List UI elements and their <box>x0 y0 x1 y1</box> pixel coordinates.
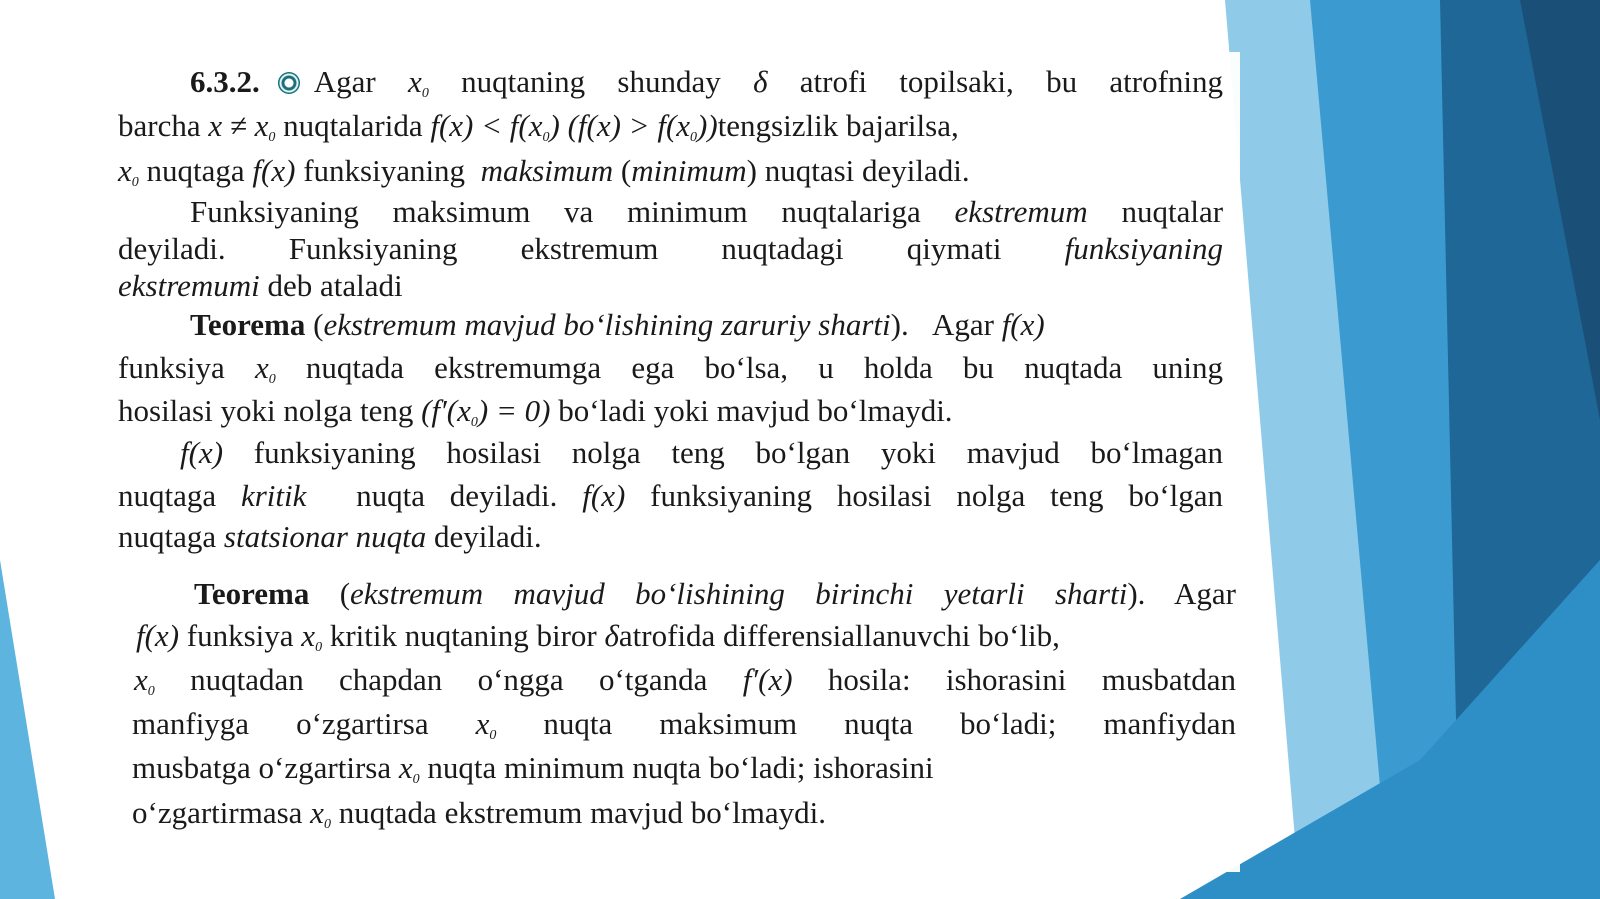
theorem2-line-2: f(x) funksiya $x_0$ kritik nuqtaning biror δatrofida differensiallanuvchi bo‘lib, <box>136 618 1060 655</box>
math-x0: $x_0$ <box>408 64 429 101</box>
math-x0: $x_0$ <box>254 350 276 387</box>
critical-line-3: nuqtaga statsionar nuqta deyiladi. <box>118 519 542 554</box>
theorem1-title: Teorema <box>190 307 306 342</box>
theorem2-line-5: musbatga o‘zgartirsa $x_0$ nuqta minimum nuqta bo‘ladi; ishorasini <box>132 750 934 787</box>
critical-line-1: f(x) funksiyaning hosilasi nolga teng bo‘lgan yoki mavjud bo‘lmagan <box>180 435 1224 470</box>
math-x0: $x_0$ <box>301 618 323 655</box>
theorem1-line-2: funksiya $x_0$ nuqtada ekstremumga ega bo‘lsa, u holda bu nuqtada uning <box>118 350 1224 387</box>
math-x0: $x_0$ <box>310 795 331 832</box>
extremum-line-1: Funksiyaning maksimum va minimum nuqtalariga ekstremum nuqtalar <box>190 194 1224 229</box>
definition-number: 6.3.2. <box>190 64 260 99</box>
theorem2-line-3: $x_0$ nuqtadan chapdan o‘ngga o‘tganda f′(x) hosila: ishorasini musbatdan <box>134 662 1237 699</box>
math-x0: $x_0$ <box>118 153 139 190</box>
target-bullet-icon <box>278 72 300 94</box>
math-x0: $x_0$ <box>475 706 497 743</box>
extremum-line-3: ekstremumi deb ataladi <box>118 268 403 303</box>
math-derivative-zero: $(f'(x_0) = 0)$ <box>421 393 551 430</box>
math-x0: $x_0$ <box>398 750 420 787</box>
math-fx: f(x) <box>252 153 296 188</box>
math-f-prime-x: f′(x) <box>742 662 793 697</box>
math-fx: f(x) <box>582 478 626 513</box>
theorem2-line-4: manfiyga o‘zgartirsa $x_0$ nuqta maksimum nuqta bo‘ladi; manfiydan <box>132 706 1236 743</box>
slide-text <box>118 56 1240 846</box>
definition-line-2: barcha $x \ne x_0$ nuqtalarida $f(x) < f(x_0) (f(x)$ > $f(x_0))tengsizlik$ bajarilsa, <box>118 108 959 145</box>
math-delta: δ <box>604 618 619 653</box>
math-fx: f(x) <box>1001 307 1045 342</box>
left-deco-bottom <box>0 560 55 899</box>
math-inequality: $f(x) < f(x_0) (f(x) > f(x_0))$ <box>430 108 718 145</box>
theorem2-line-6: o‘zgartirmasa $x_0$ nuqtada ekstremum mavjud bo‘lmaydi. <box>132 795 826 832</box>
extremum-line-2: deyiladi. Funksiyaning ekstremum nuqtadagi qiymati funksiyaning <box>118 231 1223 266</box>
math-x0: $x_0$ <box>134 662 155 699</box>
critical-line-2: nuqtaga kritik nuqta deyiladi. f(x) funksiyaning hosilasi nolga teng bo‘lgan <box>118 478 1224 513</box>
theorem1-line-1: Teorema (ekstremum mavjud bo‘lishining zaruriy sharti). Agar f(x) <box>190 307 1045 342</box>
math-delta: δ <box>753 64 768 99</box>
theorem1-line-3: hosilasi yoki nolga teng $(f'(x_0) = 0)$ bo‘ladi yoki mavjud bo‘lmaydi. <box>118 393 953 430</box>
math-x-neq-x0: $x \ne x_0$ <box>208 108 276 145</box>
math-fx: f(x) <box>180 435 224 470</box>
math-fx: f(x) <box>136 618 180 653</box>
theorem2-line-1: Teorema (ekstremum mavjud bo‘lishining birinchi yetarli sharti). Agar <box>194 576 1236 611</box>
theorem2-title: Teorema <box>194 576 310 611</box>
definition-line-3: $x_0$ nuqtaga f(x) funksiyaning maksimum (minimum) nuqtasi deyiladi. <box>118 153 970 190</box>
definition-line-1: 6.3.2. Agar $x_0$ nuqtaning shunday δ atrofi topilsaki, bu atrofning <box>190 64 1224 101</box>
